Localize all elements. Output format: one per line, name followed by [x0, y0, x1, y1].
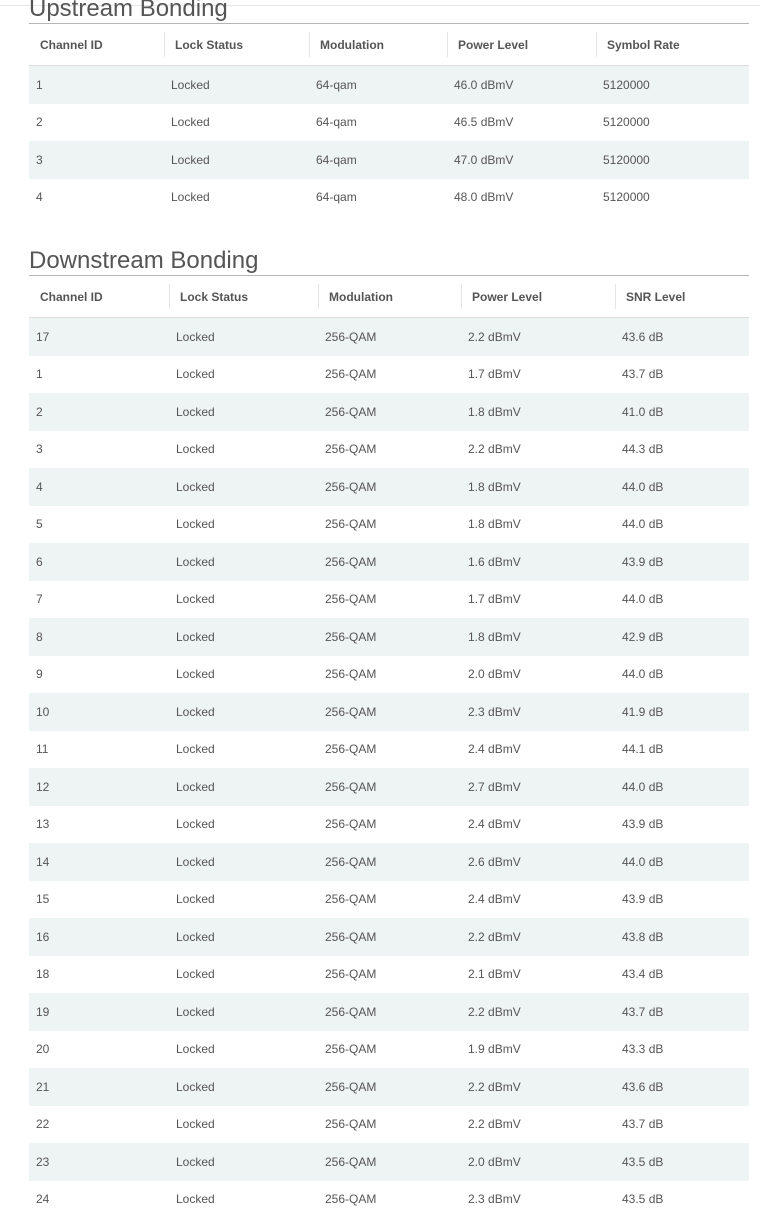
- snr-level-cell: 43.7 dB: [615, 356, 749, 394]
- lock-status-cell: Locked: [169, 693, 318, 731]
- power-level-cell: 2.4 dBmV: [461, 731, 615, 769]
- upstream-bonding-section: [29, 0, 749, 216]
- power-level-cell: 2.2 dBmV: [461, 918, 615, 956]
- channel-id-cell: 3: [29, 141, 164, 179]
- downstream-table-row: [29, 1068, 749, 1106]
- snr-level-cell: 44.0 dB: [615, 768, 749, 806]
- modulation-cell: 256-QAM: [318, 543, 461, 581]
- snr-level-cell: 44.0 dB: [615, 468, 749, 506]
- channel-id-cell: 3: [29, 431, 169, 469]
- channel-id-cell: 15: [29, 881, 169, 919]
- snr-level-cell: 43.9 dB: [615, 881, 749, 919]
- snr-level-cell: 44.3 dB: [615, 431, 749, 469]
- modulation-cell: 256-QAM: [318, 468, 461, 506]
- modulation-cell: 256-QAM: [318, 656, 461, 694]
- modulation-cell: 256-QAM: [318, 806, 461, 844]
- downstream-table-row: [29, 1031, 749, 1069]
- power-level-cell: 2.3 dBmV: [461, 1181, 615, 1219]
- lock-status-cell: Locked: [164, 141, 309, 179]
- lock-status-cell: Locked: [169, 956, 318, 994]
- channel-id-cell: 18: [29, 956, 169, 994]
- snr-level-cell: 43.9 dB: [615, 806, 749, 844]
- power-level-cell: 1.8 dBmV: [461, 468, 615, 506]
- snr-level-cell: 43.9 dB: [615, 543, 749, 581]
- channel-id-cell: 11: [29, 731, 169, 769]
- modulation-cell: 256-QAM: [318, 693, 461, 731]
- downstream-table-row: [29, 468, 749, 506]
- modulation-cell: 256-QAM: [318, 843, 461, 881]
- power-level-cell: 2.6 dBmV: [461, 843, 615, 881]
- power-level-cell: 46.0 dBmV: [447, 66, 596, 104]
- downstream-table-row: [29, 918, 749, 956]
- power-level-cell: 2.7 dBmV: [461, 768, 615, 806]
- channel-id-cell: 8: [29, 618, 169, 656]
- channel-id-cell: 19: [29, 993, 169, 1031]
- modulation-cell: 256-QAM: [318, 356, 461, 394]
- downstream-table-body: [29, 318, 749, 1219]
- modulation-cell: 256-QAM: [318, 431, 461, 469]
- snr-level-cell: 42.9 dB: [615, 618, 749, 656]
- modulation-cell: 64-qam: [309, 141, 447, 179]
- modulation-cell: 256-QAM: [318, 993, 461, 1031]
- channel-id-cell: 12: [29, 768, 169, 806]
- power-level-cell: 2.2 dBmV: [461, 993, 615, 1031]
- upstream-table-row: [29, 104, 749, 142]
- modulation-cell: 256-QAM: [318, 581, 461, 619]
- downstream-table-row: [29, 1181, 749, 1219]
- downstream-bonding-section: [29, 247, 749, 1218]
- lock-status-cell: Locked: [169, 1068, 318, 1106]
- channel-id-cell: 7: [29, 581, 169, 619]
- modulation-cell: 256-QAM: [318, 618, 461, 656]
- downstream-table-row: [29, 1106, 749, 1144]
- upstream-bonding-title: Upstream Bonding: [29, 0, 749, 24]
- lock-status-cell: Locked: [169, 468, 318, 506]
- lock-status-cell: Locked: [169, 318, 318, 356]
- downstream-table-row: [29, 993, 749, 1031]
- snr-level-cell: 43.7 dB: [615, 1106, 749, 1144]
- downstream-header-lock-status[interactable]: Lock Status: [169, 276, 318, 318]
- downstream-table-row: [29, 506, 749, 544]
- downstream-table-row: [29, 543, 749, 581]
- channel-id-cell: 5: [29, 506, 169, 544]
- modulation-cell: 256-QAM: [318, 1106, 461, 1144]
- lock-status-cell: Locked: [169, 806, 318, 844]
- lock-status-cell: Locked: [164, 66, 309, 104]
- downstream-table-row: [29, 1143, 749, 1181]
- snr-level-cell: 44.0 dB: [615, 656, 749, 694]
- downstream-table-row: [29, 393, 749, 431]
- power-level-cell: 46.5 dBmV: [447, 104, 596, 142]
- lock-status-cell: Locked: [164, 179, 309, 217]
- lock-status-cell: Locked: [169, 656, 318, 694]
- lock-status-cell: Locked: [169, 581, 318, 619]
- snr-level-cell: 44.0 dB: [615, 843, 749, 881]
- upstream-table-row: [29, 141, 749, 179]
- downstream-table-row: [29, 581, 749, 619]
- channel-id-cell: 14: [29, 843, 169, 881]
- channel-id-cell: 16: [29, 918, 169, 956]
- upstream-table: [29, 24, 749, 216]
- channel-id-cell: 1: [29, 66, 164, 104]
- power-level-cell: 2.0 dBmV: [461, 656, 615, 694]
- channel-id-cell: 23: [29, 1143, 169, 1181]
- channel-id-cell: 9: [29, 656, 169, 694]
- power-level-cell: 2.1 dBmV: [461, 956, 615, 994]
- modulation-cell: 256-QAM: [318, 1143, 461, 1181]
- power-level-cell: 1.7 dBmV: [461, 581, 615, 619]
- lock-status-cell: Locked: [169, 918, 318, 956]
- snr-level-cell: 44.0 dB: [615, 581, 749, 619]
- snr-level-cell: 41.9 dB: [615, 693, 749, 731]
- modulation-cell: 256-QAM: [318, 1068, 461, 1106]
- snr-level-cell: 43.6 dB: [615, 318, 749, 356]
- power-level-cell: 2.2 dBmV: [461, 1106, 615, 1144]
- channel-id-cell: 4: [29, 179, 164, 217]
- power-level-cell: 2.0 dBmV: [461, 1143, 615, 1181]
- downstream-bonding-title: Downstream Bonding: [29, 247, 749, 276]
- downstream-table-row: [29, 768, 749, 806]
- power-level-cell: 2.2 dBmV: [461, 431, 615, 469]
- downstream-header-power-level[interactable]: Power Level: [461, 276, 615, 318]
- downstream-table-row: [29, 656, 749, 694]
- channel-id-cell: 24: [29, 1181, 169, 1219]
- power-level-cell: 2.4 dBmV: [461, 806, 615, 844]
- channel-id-cell: 22: [29, 1106, 169, 1144]
- channel-id-cell: 21: [29, 1068, 169, 1106]
- modulation-cell: 256-QAM: [318, 506, 461, 544]
- power-level-cell: 1.6 dBmV: [461, 543, 615, 581]
- snr-level-cell: 43.7 dB: [615, 993, 749, 1031]
- snr-level-cell: 41.0 dB: [615, 393, 749, 431]
- downstream-table-row: [29, 318, 749, 356]
- snr-level-cell: 43.6 dB: [615, 1068, 749, 1106]
- lock-status-cell: Locked: [164, 104, 309, 142]
- channel-id-cell: 10: [29, 693, 169, 731]
- downstream-table: [29, 276, 749, 1218]
- lock-status-cell: Locked: [169, 543, 318, 581]
- lock-status-cell: Locked: [169, 731, 318, 769]
- symbol-rate-cell: 5120000: [596, 179, 749, 217]
- snr-level-cell: 43.3 dB: [615, 1031, 749, 1069]
- downstream-header-snr-level[interactable]: SNR Level: [615, 276, 749, 318]
- lock-status-cell: Locked: [169, 1106, 318, 1144]
- upstream-header-lock-status[interactable]: Lock Status: [164, 24, 309, 66]
- modulation-cell: 256-QAM: [318, 1181, 461, 1219]
- power-level-cell: 2.4 dBmV: [461, 881, 615, 919]
- channel-id-cell: 2: [29, 104, 164, 142]
- power-level-cell: 1.8 dBmV: [461, 506, 615, 544]
- upstream-header-row: [29, 24, 749, 66]
- power-level-cell: 1.7 dBmV: [461, 356, 615, 394]
- upstream-header-modulation[interactable]: Modulation: [309, 24, 447, 66]
- lock-status-cell: Locked: [169, 356, 318, 394]
- lock-status-cell: Locked: [169, 431, 318, 469]
- snr-level-cell: 44.0 dB: [615, 506, 749, 544]
- lock-status-cell: Locked: [169, 506, 318, 544]
- power-level-cell: 1.8 dBmV: [461, 618, 615, 656]
- symbol-rate-cell: 5120000: [596, 66, 749, 104]
- upstream-header-channel-id[interactable]: Channel ID: [29, 24, 164, 66]
- modulation-cell: 64-qam: [309, 179, 447, 217]
- downstream-table-row: [29, 693, 749, 731]
- modulation-cell: 256-QAM: [318, 393, 461, 431]
- downstream-header-modulation[interactable]: Modulation: [318, 276, 461, 318]
- power-level-cell: 1.8 dBmV: [461, 393, 615, 431]
- downstream-header-channel-id[interactable]: Channel ID: [29, 276, 169, 318]
- snr-level-cell: 43.8 dB: [615, 918, 749, 956]
- downstream-table-row: [29, 881, 749, 919]
- power-level-cell: 1.9 dBmV: [461, 1031, 615, 1069]
- upstream-header-symbol-rate[interactable]: Symbol Rate: [596, 24, 749, 66]
- downstream-table-row: [29, 618, 749, 656]
- downstream-table-row: [29, 843, 749, 881]
- modulation-cell: 64-qam: [309, 66, 447, 104]
- lock-status-cell: Locked: [169, 881, 318, 919]
- downstream-table-row: [29, 431, 749, 469]
- downstream-table-row: [29, 956, 749, 994]
- lock-status-cell: Locked: [169, 393, 318, 431]
- snr-level-cell: 43.4 dB: [615, 956, 749, 994]
- downstream-table-row: [29, 806, 749, 844]
- channel-id-cell: 20: [29, 1031, 169, 1069]
- channel-id-cell: 4: [29, 468, 169, 506]
- channel-id-cell: 17: [29, 318, 169, 356]
- modulation-cell: 256-QAM: [318, 731, 461, 769]
- snr-level-cell: 44.1 dB: [615, 731, 749, 769]
- downstream-header-row: [29, 276, 749, 318]
- symbol-rate-cell: 5120000: [596, 141, 749, 179]
- power-level-cell: 2.2 dBmV: [461, 1068, 615, 1106]
- lock-status-cell: Locked: [169, 993, 318, 1031]
- channel-id-cell: 13: [29, 806, 169, 844]
- modulation-cell: 256-QAM: [318, 768, 461, 806]
- downstream-table-row: [29, 356, 749, 394]
- channel-id-cell: 2: [29, 393, 169, 431]
- lock-status-cell: Locked: [169, 768, 318, 806]
- lock-status-cell: Locked: [169, 618, 318, 656]
- power-level-cell: 2.3 dBmV: [461, 693, 615, 731]
- upstream-table-body: [29, 66, 749, 217]
- upstream-table-row: [29, 66, 749, 104]
- modulation-cell: 256-QAM: [318, 1031, 461, 1069]
- upstream-table-row: [29, 179, 749, 217]
- modulation-cell: 256-QAM: [318, 956, 461, 994]
- channel-id-cell: 6: [29, 543, 169, 581]
- upstream-header-power-level[interactable]: Power Level: [447, 24, 596, 66]
- modulation-cell: 256-QAM: [318, 918, 461, 956]
- snr-level-cell: 43.5 dB: [615, 1181, 749, 1219]
- lock-status-cell: Locked: [169, 1031, 318, 1069]
- channel-id-cell: 1: [29, 356, 169, 394]
- modulation-cell: 256-QAM: [318, 318, 461, 356]
- modulation-cell: 256-QAM: [318, 881, 461, 919]
- power-level-cell: 2.2 dBmV: [461, 318, 615, 356]
- lock-status-cell: Locked: [169, 843, 318, 881]
- modulation-cell: 64-qam: [309, 104, 447, 142]
- downstream-table-row: [29, 731, 749, 769]
- snr-level-cell: 43.5 dB: [615, 1143, 749, 1181]
- power-level-cell: 47.0 dBmV: [447, 141, 596, 179]
- lock-status-cell: Locked: [169, 1181, 318, 1219]
- power-level-cell: 48.0 dBmV: [447, 179, 596, 217]
- symbol-rate-cell: 5120000: [596, 104, 749, 142]
- lock-status-cell: Locked: [169, 1143, 318, 1181]
